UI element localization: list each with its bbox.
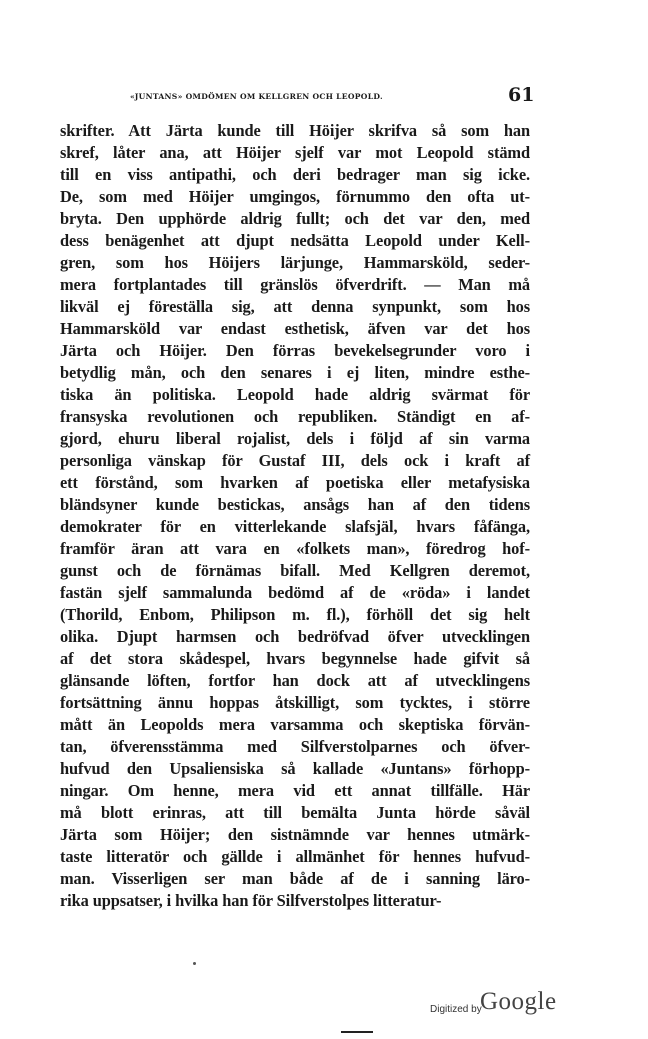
text-line: De, som med Höijer umgingos, förnummo den ofta ut- (60, 187, 530, 206)
digitized-by-label: Digitized by (430, 1004, 482, 1015)
text-line: mera fortplantades till gränslös öfverdrift. — Man må (60, 275, 530, 294)
running-head-title: «JUNTANS» OMDÖMEN OM KELLGREN OCH LEOPOLD. (130, 92, 383, 101)
bottom-rule (341, 1031, 373, 1033)
digitized-by-google (430, 988, 590, 1022)
text-line: till en viss antipathi, och deri bedrager man sig icke. (60, 165, 530, 184)
text-line: demokrater för en vitterlekande slafsjäl, hvars fåfänga, (60, 517, 530, 536)
text-line: betydlig mån, och den senares i ej liten, mindre esthe- (60, 363, 530, 382)
text-line: ett förstånd, som hvarken af poetiska eller metafysiska (60, 473, 530, 492)
body-text (60, 120, 530, 912)
google-logo: Google (480, 988, 557, 1015)
text-line: personliga vänskap för Gustaf III, dels ock i kraft af (60, 451, 530, 470)
text-line: gunst och de förnämas bifall. Med Kellgren deremot, (60, 561, 530, 580)
text-line: olika. Djupt harmsen och bedröfvad öfver utvecklingen (60, 627, 530, 646)
text-line: fastän sjelf sammalunda bedömd af de «röda» i landet (60, 583, 530, 602)
text-line: skrifter. Att Järta kunde till Höijer skrifva så som han (60, 121, 530, 140)
running-head (0, 86, 648, 108)
text-line: må blott erinras, att till bemälta Junta hörde såväl (60, 803, 530, 822)
text-line: framför äran att vara en «folkets man», föredrog hof- (60, 539, 530, 558)
text-line: bryta. Den upphörde aldrig fullt; och det var den, med (60, 209, 530, 228)
text-line: skref, låter ana, att Höijer sjelf var mot Leopold stämd (60, 143, 530, 162)
text-line: (Thorild, Enbom, Philipson m. fl.), förhöll det sig helt (60, 605, 530, 624)
text-line: gren, som hos Höijers lärjunge, Hammarsköld, seder- (60, 253, 530, 272)
text-line: rika uppsatser, i hvilka han för Silfverstolpes litteratur- (60, 891, 442, 910)
text-line: dess benägenhet att djupt nedsätta Leopold under Kell- (60, 231, 530, 250)
text-line: tan, öfverensstämma med Silfverstolparnes och öfver- (60, 737, 530, 756)
text-line: mått än Leopolds mera varsamma och skeptiska förvän- (60, 715, 530, 734)
text-line: likväl ej föreställa sig, att denna synpunkt, som hos (60, 297, 530, 316)
text-line: hufvud den Upsaliensiska så kallade «Juntans» förhopp- (60, 759, 530, 778)
text-line: gjord, ehuru liberal rojalist, dels i följd af sin varma (60, 429, 530, 448)
text-line: man. Visserligen ser man både af de i sanning läro- (60, 869, 530, 888)
text-line: taste litteratör och gällde i allmänhet för hennes hufvud- (60, 847, 530, 866)
text-line: tiska än politiska. Leopold hade aldrig svärmat för (60, 385, 530, 404)
text-line: glänsande löften, fortfor han dock att af utvecklingens (60, 671, 530, 690)
page-number: 61 (508, 84, 535, 106)
stray-mark (193, 962, 196, 965)
text-line: fransyska revolutionen och republiken. Ständigt en af- (60, 407, 530, 426)
text-line: fortsättning ännu hoppas åtskilligt, som tycktes, i större (60, 693, 530, 712)
text-line: Järta och Höijer. Den förras bevekelsegrunder voro i (60, 341, 530, 360)
text-line: Hammarsköld var endast esthetisk, äfven var det hos (60, 319, 530, 338)
text-line: bländsyner kunde bestickas, ansågs han af den tidens (60, 495, 530, 514)
text-line: ningar. Om henne, mera vid ett annat tillfälle. Här (60, 781, 530, 800)
text-line: Järta som Höijer; den sistnämnde var hennes utmärk- (60, 825, 530, 844)
text-line: af det stora skådespel, hvars begynnelse hade gifvit så (60, 649, 530, 668)
